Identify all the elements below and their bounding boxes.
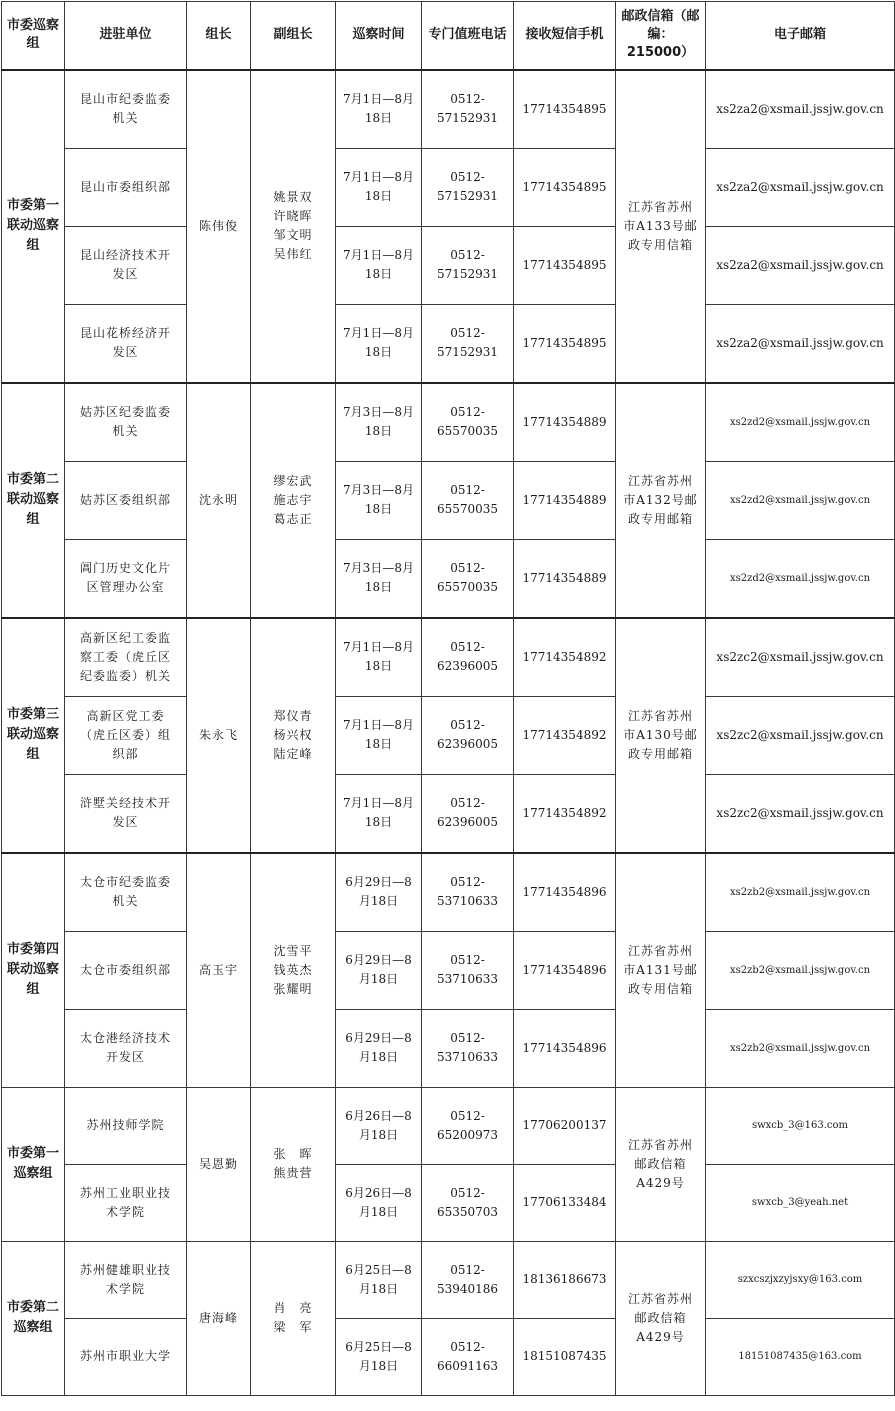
phone-cell: 0512-62396005 — [422, 618, 514, 697]
sms-cell: 17714354895 — [514, 226, 616, 304]
group-name: 市委第三联动巡察组 — [2, 618, 65, 853]
unit-cell: 高新区党工委（虎丘区委）组织部 — [65, 696, 187, 774]
sms-cell: 18136186673 — [514, 1241, 616, 1318]
table-row — [2, 226, 895, 304]
table-row — [2, 1164, 895, 1241]
period-cell: 7月1日—8月18日 — [336, 774, 422, 853]
unit-cell: 苏州工业职业技术学院 — [65, 1164, 187, 1241]
phone-cell: 0512-57152931 — [422, 226, 514, 304]
sms-cell: 17714354896 — [514, 1009, 616, 1087]
email-cell: xs2zd2@xsmail.jssjw.gov.cn — [706, 383, 895, 462]
header-hotline: 专门值班电话 — [422, 2, 514, 70]
table-row — [2, 774, 895, 853]
mailbox-cell: 江苏省苏州市A133号邮政专用信箱 — [616, 70, 706, 383]
unit-cell: 太仓市委组织部 — [65, 931, 187, 1009]
mailbox-cell: 江苏省苏州邮政信箱A429号 — [616, 1087, 706, 1241]
mailbox-cell: 江苏省苏州市A131号邮政专用信箱 — [616, 853, 706, 1088]
unit-cell: 苏州市职业大学 — [65, 1318, 187, 1395]
table-row — [2, 1318, 895, 1395]
sms-cell: 17714354892 — [514, 774, 616, 853]
sms-cell: 17714354895 — [514, 148, 616, 226]
unit-cell: 浒墅关经技术开发区 — [65, 774, 187, 853]
header-leader: 组长 — [187, 2, 251, 70]
table-row — [2, 461, 895, 539]
phone-cell: 0512-53940186 — [422, 1241, 514, 1318]
unit-cell: 苏州技师学院 — [65, 1087, 187, 1164]
table-row — [2, 1087, 895, 1164]
inspection-schedule-table — [1, 1, 895, 1396]
period-cell: 6月26日—8月18日 — [336, 1087, 422, 1164]
phone-cell: 0512-65200973 — [422, 1087, 514, 1164]
deputy-cell: 缪宏武 施志宇 葛志正 — [251, 383, 336, 618]
header-deputy: 副组长 — [251, 2, 336, 70]
phone-cell: 0512-53710633 — [422, 1009, 514, 1087]
sms-cell: 17714354895 — [514, 304, 616, 383]
table-row — [2, 1009, 895, 1087]
sms-cell: 17714354892 — [514, 618, 616, 697]
group-name: 市委第一巡察组 — [2, 1087, 65, 1241]
unit-cell: 昆山市纪委监委机关 — [65, 70, 187, 149]
period-cell: 7月1日—8月18日 — [336, 304, 422, 383]
leader-cell: 吴恩勤 — [187, 1087, 251, 1241]
header-unit: 进驻单位 — [65, 2, 187, 70]
sms-cell: 17714354896 — [514, 931, 616, 1009]
header-sms: 接收短信手机 — [514, 2, 616, 70]
unit-cell: 苏州健雄职业技术学院 — [65, 1241, 187, 1318]
phone-cell: 0512-65350703 — [422, 1164, 514, 1241]
sms-cell: 17706133484 — [514, 1164, 616, 1241]
unit-cell: 昆山花桥经济开发区 — [65, 304, 187, 383]
table-row — [2, 1241, 895, 1318]
unit-cell: 昆山市委组织部 — [65, 148, 187, 226]
period-cell: 7月1日—8月18日 — [336, 618, 422, 697]
period-cell: 7月1日—8月18日 — [336, 148, 422, 226]
mailbox-cell: 江苏省苏州市A132号邮政专用邮箱 — [616, 383, 706, 618]
period-cell: 6月25日—8月18日 — [336, 1318, 422, 1395]
header-email: 电子邮箱 — [706, 2, 895, 70]
email-cell: xs2zc2@xsmail.jssjw.gov.cn — [706, 774, 895, 853]
email-cell: xs2zb2@xsmail.jssjw.gov.cn — [706, 1009, 895, 1087]
table-row — [2, 931, 895, 1009]
period-cell: 6月29日—8月18日 — [336, 1009, 422, 1087]
sms-cell: 17714354895 — [514, 70, 616, 149]
phone-cell: 0512-65570035 — [422, 539, 514, 618]
phone-cell: 0512-53710633 — [422, 931, 514, 1009]
leader-cell: 朱永飞 — [187, 618, 251, 853]
phone-cell: 0512-65570035 — [422, 461, 514, 539]
period-cell: 6月25日—8月18日 — [336, 1241, 422, 1318]
deputy-cell: 沈雪平 钱英杰 张耀明 — [251, 853, 336, 1088]
table-row — [2, 618, 895, 697]
phone-cell: 0512-66091163 — [422, 1318, 514, 1395]
deputy-cell: 姚景双 许晓晖 邹文明 吴伟红 — [251, 70, 336, 383]
unit-cell: 姑苏区委组织部 — [65, 461, 187, 539]
unit-cell: 太仓港经济技术开发区 — [65, 1009, 187, 1087]
leader-cell: 沈永明 — [187, 383, 251, 618]
period-cell: 6月29日—8月18日 — [336, 853, 422, 932]
sms-cell: 17714354896 — [514, 853, 616, 932]
email-cell: 18151087435@163.com — [706, 1318, 895, 1395]
table-row — [2, 304, 895, 383]
sms-cell: 17714354889 — [514, 461, 616, 539]
email-cell: xs2za2@xsmail.jssjw.gov.cn — [706, 148, 895, 226]
group-name: 市委第二巡察组 — [2, 1241, 65, 1395]
table-row — [2, 70, 895, 149]
table-row — [2, 148, 895, 226]
phone-cell: 0512-53710633 — [422, 853, 514, 932]
table-row — [2, 539, 895, 618]
mailbox-cell: 江苏省苏州邮政信箱A429号 — [616, 1241, 706, 1395]
deputy-cell: 郑仪青 杨兴权 陆定峰 — [251, 618, 336, 853]
unit-cell: 昆山经济技术开发区 — [65, 226, 187, 304]
period-cell: 7月3日—8月18日 — [336, 539, 422, 618]
phone-cell: 0512-65570035 — [422, 383, 514, 462]
email-cell: xs2zd2@xsmail.jssjw.gov.cn — [706, 539, 895, 618]
email-cell: xs2za2@xsmail.jssjw.gov.cn — [706, 70, 895, 149]
phone-cell: 0512-57152931 — [422, 70, 514, 149]
email-cell: swxcb_3@163.com — [706, 1087, 895, 1164]
email-cell: xs2zb2@xsmail.jssjw.gov.cn — [706, 853, 895, 932]
unit-cell: 高新区纪工委监察工委（虎丘区纪委监委）机关 — [65, 618, 187, 697]
leader-cell: 高玉宇 — [187, 853, 251, 1088]
unit-cell: 阊门历史文化片区管理办公室 — [65, 539, 187, 618]
unit-cell: 太仓市纪委监委机关 — [65, 853, 187, 932]
sms-cell: 17714354889 — [514, 383, 616, 462]
period-cell: 7月3日—8月18日 — [336, 383, 422, 462]
period-cell: 6月29日—8月18日 — [336, 931, 422, 1009]
table-row — [2, 853, 895, 932]
table-row — [2, 696, 895, 774]
header-mailbox: 邮政信箱（邮编：215000） — [616, 2, 706, 70]
group-name: 市委第四联动巡察组 — [2, 853, 65, 1088]
leader-cell: 唐海峰 — [187, 1241, 251, 1395]
email-cell: xs2zc2@xsmail.jssjw.gov.cn — [706, 696, 895, 774]
period-cell: 6月26日—8月18日 — [336, 1164, 422, 1241]
sms-cell: 17714354892 — [514, 696, 616, 774]
email-cell: xs2zb2@xsmail.jssjw.gov.cn — [706, 931, 895, 1009]
unit-cell: 姑苏区纪委监委机关 — [65, 383, 187, 462]
email-cell: xs2za2@xsmail.jssjw.gov.cn — [706, 226, 895, 304]
deputy-cell: 张 晖 熊贵营 — [251, 1087, 336, 1241]
sms-cell: 17706200137 — [514, 1087, 616, 1164]
deputy-cell: 肖 亮 梁 军 — [251, 1241, 336, 1395]
group-name: 市委第一联动巡察组 — [2, 70, 65, 383]
email-cell: xs2zc2@xsmail.jssjw.gov.cn — [706, 618, 895, 697]
period-cell: 7月1日—8月18日 — [336, 696, 422, 774]
period-cell: 7月1日—8月18日 — [336, 226, 422, 304]
phone-cell: 0512-62396005 — [422, 774, 514, 853]
email-cell: swxcb_3@yeah.net — [706, 1164, 895, 1241]
mailbox-cell: 江苏省苏州市A130号邮政专用邮箱 — [616, 618, 706, 853]
email-cell: szxcszjxzyjsxy@163.com — [706, 1241, 895, 1318]
phone-cell: 0512-62396005 — [422, 696, 514, 774]
period-cell: 7月3日—8月18日 — [336, 461, 422, 539]
sms-cell: 17714354889 — [514, 539, 616, 618]
email-cell: xs2za2@xsmail.jssjw.gov.cn — [706, 304, 895, 383]
phone-cell: 0512-57152931 — [422, 148, 514, 226]
table-row — [2, 383, 895, 462]
group-name: 市委第二联动巡察组 — [2, 383, 65, 618]
header-period: 巡察时间 — [336, 2, 422, 70]
period-cell: 7月1日—8月18日 — [336, 70, 422, 149]
phone-cell: 0512-57152931 — [422, 304, 514, 383]
email-cell: xs2zd2@xsmail.jssjw.gov.cn — [706, 461, 895, 539]
leader-cell: 陈伟俊 — [187, 70, 251, 383]
sms-cell: 18151087435 — [514, 1318, 616, 1395]
header-group: 市委巡察组 — [2, 2, 65, 70]
